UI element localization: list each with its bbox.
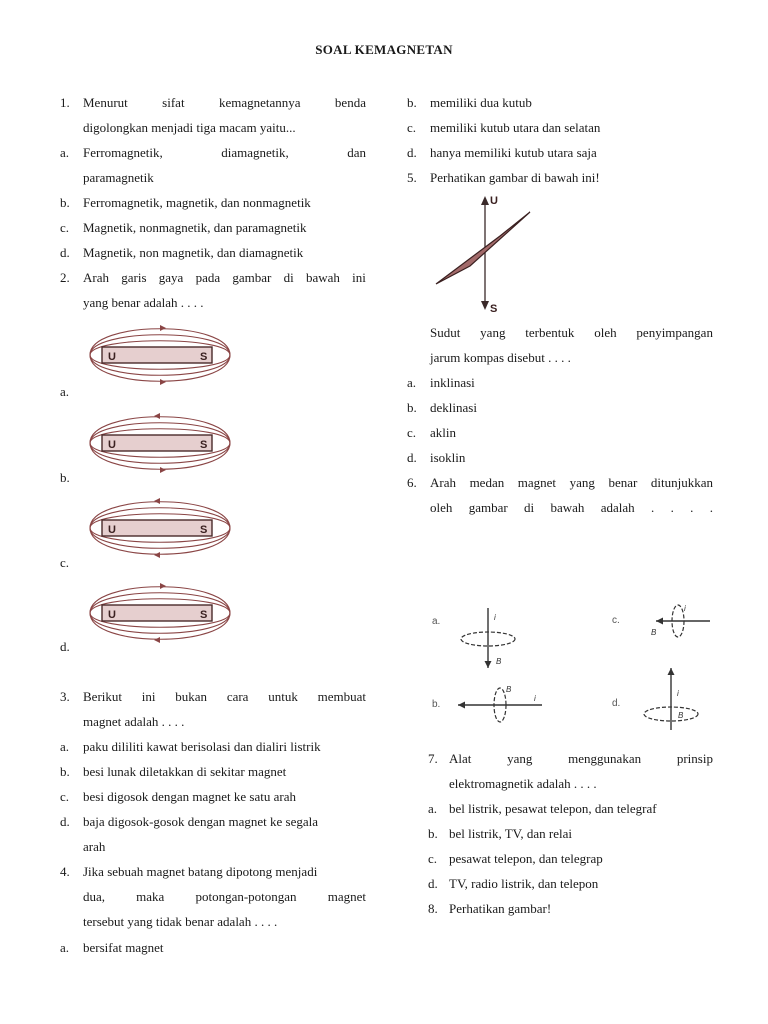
option-letter: d. (60, 814, 70, 829)
word: pada (195, 270, 221, 285)
word: benar (608, 475, 638, 490)
option-text: bel listrik, TV, dan relai (449, 826, 572, 841)
word: cara (226, 689, 249, 704)
option-text: memiliki kutub utara dan selatan (430, 120, 601, 135)
question-text: jarum kompas disebut . . . . (430, 350, 571, 365)
question-number: 7. (428, 751, 438, 766)
south-pole-label: S (200, 524, 208, 536)
option-text: besi lunak diletakkan di sekitar magnet (83, 764, 287, 779)
word: Ferromagnetik, (83, 145, 163, 160)
word: Berikut (83, 689, 122, 704)
word: di (524, 500, 535, 515)
compass-needle (436, 212, 530, 284)
option-text (83, 144, 366, 162)
north-label: U (490, 195, 498, 207)
word: untuk (268, 689, 298, 704)
option-text: paramagnetik (83, 170, 154, 185)
option-letter: b. (60, 195, 70, 210)
word: terbentuk (525, 325, 575, 340)
word: oleh (430, 500, 453, 515)
option-text: deklinasi (430, 400, 477, 415)
word: prinsip (676, 751, 713, 766)
word: Sudut (430, 325, 461, 340)
word: gaya (158, 270, 184, 285)
word: ini (141, 689, 156, 704)
magnet-field-diagram-d (80, 580, 240, 650)
question-text: yang benar adalah . . . . (83, 295, 204, 310)
north-pole-label: U (108, 351, 116, 363)
word: membuat (317, 689, 366, 704)
option-letter: a. (60, 145, 70, 160)
question-number: 6. (407, 475, 417, 490)
magnet-field-diagram-a (80, 322, 240, 392)
field-diagram-c (610, 603, 720, 653)
north-pole-label: U (108, 609, 116, 621)
field-label: B (651, 628, 657, 637)
option-text: bel listrik, pesawat telepon, dan telegraf (449, 801, 657, 816)
question-text (83, 269, 366, 287)
option-text: Ferromagnetik, magnetik, dan nonmagnetik (83, 195, 311, 210)
current-label: i (684, 604, 686, 613)
word: penyimpangan (636, 325, 713, 340)
diagram-label: a. (432, 616, 441, 627)
option-text: Magnetik, non magnetik, dan diamagnetik (83, 245, 304, 260)
arrow-left-icon (656, 618, 663, 625)
question-number: 8. (428, 901, 438, 916)
south-pole-label: S (200, 351, 208, 363)
word: . (670, 500, 674, 515)
field-label: B (506, 685, 512, 694)
question-number: 2. (60, 270, 70, 285)
field-label: B (678, 711, 684, 720)
diagram-label: c. (612, 615, 620, 626)
bar-magnet (102, 435, 212, 451)
option-text: bersifat magnet (83, 940, 164, 955)
option-text: besi digosok dengan magnet ke satu arah (83, 789, 296, 804)
question-text (83, 688, 366, 706)
word: yang (569, 475, 595, 490)
option-letter: c. (407, 425, 417, 440)
word: maka (136, 889, 165, 904)
word: garis (121, 270, 147, 285)
question-number: 3. (60, 689, 70, 704)
word: yang (480, 325, 506, 340)
field-diagram-d (610, 664, 720, 739)
question-number: 4. (60, 864, 70, 879)
arrow-down-icon (481, 301, 489, 310)
word: . (690, 500, 694, 515)
arrow-down-icon (485, 661, 492, 668)
option-letter: c. (407, 120, 417, 135)
word: menggunakan (568, 751, 642, 766)
question-text (83, 94, 366, 112)
option-letter: d. (407, 450, 417, 465)
word: . (709, 500, 713, 515)
current-label: i (677, 689, 679, 698)
word: . (651, 500, 655, 515)
word: sifat (162, 95, 185, 110)
question-text: digolongkan menjadi tiga macam yaitu... (83, 120, 296, 135)
arrow-left-icon (458, 702, 465, 709)
option-letter: a. (428, 801, 438, 816)
field-diagram-b (430, 683, 550, 733)
word: Menurut (83, 95, 128, 110)
word: ini (352, 270, 366, 285)
word: kemagnetannya (218, 95, 301, 110)
bar-magnet (102, 520, 212, 536)
option-letter: d. (60, 245, 70, 260)
question-text: Jika sebuah magnet batang dipotong menjadi (83, 864, 318, 879)
option-letter: b. (428, 826, 438, 841)
option-text: arah (83, 839, 106, 854)
word: Alat (449, 751, 472, 766)
question-text (430, 474, 713, 492)
north-pole-label: U (108, 439, 116, 451)
word: bukan (175, 689, 208, 704)
option-letter: d. (60, 639, 70, 654)
option-letter: d. (428, 876, 438, 891)
question-number: 5. (407, 170, 417, 185)
word: magnet (517, 475, 557, 490)
word: potongan-potongan (195, 889, 297, 904)
word: benda (334, 95, 366, 110)
option-text: memiliki dua kutub (430, 95, 532, 110)
word: gambar (232, 270, 272, 285)
south-pole-label: S (200, 609, 208, 621)
option-letter: a. (60, 384, 70, 399)
north-pole-label: U (108, 524, 116, 536)
question-text: magnet adalah . . . . (83, 714, 185, 729)
south-label: S (490, 303, 498, 315)
option-text: baja digosok-gosok dengan magnet ke segala (83, 814, 319, 829)
diagram-label: d. (612, 698, 621, 709)
field-label: B (496, 657, 502, 666)
magnet-field-diagram-c (80, 495, 240, 565)
current-label: i (534, 694, 536, 703)
option-letter: a. (407, 375, 417, 390)
option-text: TV, radio listrik, dan telepon (449, 876, 599, 891)
question-text (430, 324, 713, 342)
word: bawah (305, 270, 340, 285)
bar-magnet (102, 605, 212, 621)
word: bawah (550, 500, 585, 515)
field-diagram-a (430, 604, 540, 674)
word: gambar (468, 500, 508, 515)
option-letter: b. (407, 400, 417, 415)
question-text (449, 750, 713, 768)
option-letter: b. (407, 95, 417, 110)
option-letter: d. (407, 145, 417, 160)
question-text (83, 888, 366, 906)
bar-magnet (102, 347, 212, 363)
option-text: pesawat telepon, dan telegrap (449, 851, 603, 866)
word: ditunjukkan (650, 475, 713, 490)
option-text: paku dililiti kawat berisolasi dan dialiri listrik (83, 739, 321, 754)
question-text (430, 499, 713, 517)
question-text: elektromagnetik adalah . . . . (449, 776, 597, 791)
option-letter: c. (60, 555, 70, 570)
question-number: 1. (60, 95, 70, 110)
question-text: Perhatikan gambar di bawah ini! (430, 170, 600, 185)
word: yang (507, 751, 533, 766)
word: diamagnetik, (221, 145, 289, 160)
question-text: Perhatikan gambar! (449, 901, 552, 916)
option-text: Magnetik, nonmagnetik, dan paramagnetik (83, 220, 307, 235)
diagram-label: b. (432, 699, 441, 710)
word: oleh (594, 325, 617, 340)
word: dan (347, 145, 366, 160)
magnet-field-diagram-b (80, 410, 240, 480)
option-letter: c. (428, 851, 438, 866)
word: medan (469, 475, 505, 490)
word: di (283, 270, 294, 285)
option-letter: a. (60, 739, 70, 754)
question-text: tersebut yang tidak benar adalah . . . . (83, 914, 278, 929)
word: magnet (327, 889, 366, 904)
option-text: inklinasi (430, 375, 475, 390)
word: Arah (83, 270, 109, 285)
south-pole-label: S (200, 439, 208, 451)
word: adalah (600, 500, 635, 515)
option-letter: b. (60, 470, 70, 485)
option-letter: b. (60, 764, 70, 779)
option-letter: a. (60, 940, 70, 955)
page-title: SOAL KEMAGNETAN (315, 42, 453, 57)
option-letter: c. (60, 789, 70, 804)
compass-needle-diagram (430, 194, 540, 314)
word: Arah (430, 475, 456, 490)
option-text: isoklin (430, 450, 466, 465)
option-letter: c. (60, 220, 70, 235)
arrow-up-icon (481, 196, 489, 205)
option-text: aklin (430, 425, 456, 440)
option-text: hanya memiliki kutub utara saja (430, 145, 597, 160)
word: dua, (83, 889, 106, 904)
current-label: i (494, 613, 496, 622)
arrow-up-icon (668, 668, 675, 675)
